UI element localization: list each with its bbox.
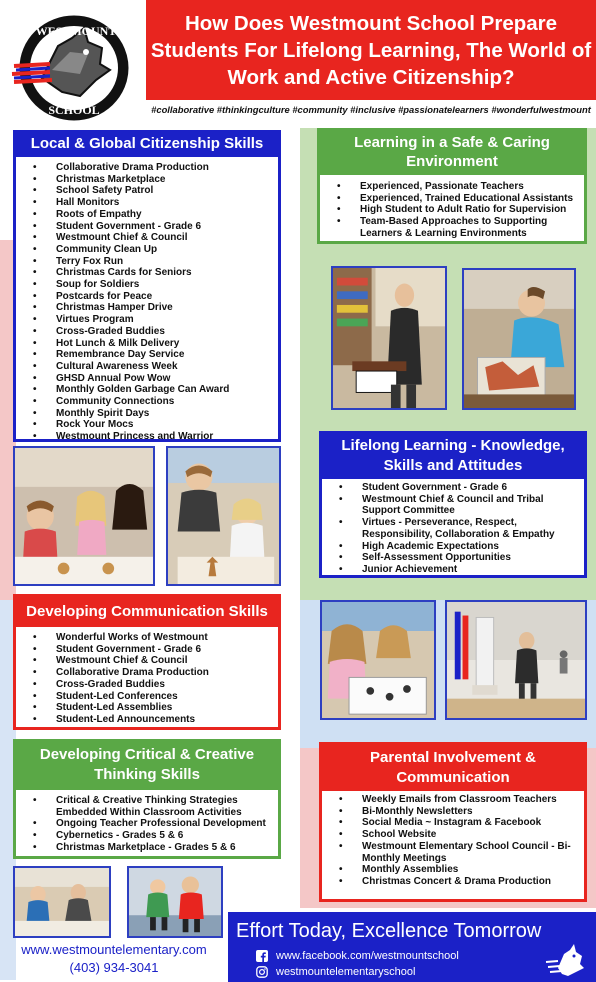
safe-environment-title: Learning in a Safe & Caring Environment	[320, 131, 584, 175]
school-logo	[10, 8, 134, 124]
list-item: • Student Government - Grade 6	[322, 482, 584, 494]
critical-thinking-title: Developing Critical & Creative Thinking Skills	[16, 742, 278, 790]
list-item: • Cultural Awareness Week	[16, 361, 278, 373]
list-item: • Remembrance Day Service	[16, 349, 278, 361]
photo-students-hallway	[127, 866, 223, 938]
facebook-link[interactable]: www.facebook.com/westmountschool	[276, 950, 459, 962]
instagram-link[interactable]: westmountelementaryschool	[276, 966, 416, 978]
list-item: • Rock Your Mocs	[16, 419, 278, 431]
list-item: • Cross-Graded Buddies	[16, 326, 278, 338]
communication-skills-list	[16, 627, 278, 726]
critical-thinking-list	[16, 790, 278, 854]
photo-student-presenting	[331, 266, 447, 410]
list-item: • Monthly Golden Garbage Can Award	[16, 384, 278, 396]
list-item: • Student-Led Announcements	[16, 714, 278, 726]
citizenship-skills-list	[16, 157, 278, 443]
list-item: • Ongoing Teacher Professional Development	[16, 818, 278, 830]
list-item: • Experienced, Passionate Teachers	[320, 181, 584, 193]
communication-skills-section	[13, 594, 281, 730]
list-item: • Postcards for Peace	[16, 291, 278, 303]
list-item: • Team-Based Approaches to Supporting Learners & Learning Environments	[320, 216, 584, 239]
list-item: • Christmas Cards for Seniors	[16, 267, 278, 279]
list-item: • Junior Achievement	[322, 564, 584, 576]
photo-student-art-activity	[462, 268, 576, 410]
list-item: • Hot Lunch & Milk Delivery	[16, 338, 278, 350]
list-item: • Community Connections	[16, 396, 278, 408]
list-item: • Monthly Spirit Days	[16, 408, 278, 420]
list-item: • Christmas Concert & Drama Production	[322, 876, 584, 888]
list-item: • Weekly Emails from Classroom Teachers	[322, 794, 584, 806]
list-item: • Self-Assessment Opportunities	[322, 552, 584, 564]
photo-students-gingerbread	[166, 446, 281, 586]
list-item: • Student Government - Grade 6	[16, 221, 278, 233]
photo-students-worksheet	[320, 600, 436, 720]
list-item: • Christmas Marketplace	[16, 174, 278, 186]
list-item: • Student-Led Conferences	[16, 691, 278, 703]
list-item: • Hall Monitors	[16, 197, 278, 209]
phone-number: (403) 934-3041	[69, 960, 159, 975]
parental-involvement-title: Parental Involvement & Communication	[322, 745, 584, 791]
website-link[interactable]: www.westmountelementary.com	[21, 942, 207, 957]
hashtags: #collaborative #thinkingculture #community #inclusive #passionatelearners #wonderfulwestmount	[151, 104, 591, 115]
lifelong-learning-section	[319, 431, 587, 578]
instagram-icon	[256, 966, 268, 978]
list-item: • School Safety Patrol	[16, 185, 278, 197]
page-title: How Does Westmount School Prepare Students For Lifelong Learning, The World of Work and Active Citizenship?	[146, 0, 596, 100]
list-item: • Monthly Assemblies	[322, 864, 584, 876]
logo-bottom-text: SCHOOL	[48, 103, 100, 117]
list-item: • Westmount Princess and Warrior	[16, 431, 278, 443]
list-item: • Critical & Creative Thinking Strategies Embedded Within Classroom Activities	[16, 795, 278, 818]
safe-environment-list	[320, 175, 584, 240]
list-item: • Wonderful Works of Westmount	[16, 632, 278, 644]
lifelong-learning-title: Lifelong Learning - Knowledge, Skills and Attitudes	[322, 434, 584, 479]
logo-top-text: WESTMOUNT	[35, 24, 117, 38]
list-item: • Westmount Chief & Council and Tribal Support Committee	[322, 494, 584, 517]
parental-involvement-section	[319, 742, 587, 902]
list-item: • Collaborative Drama Production	[16, 162, 278, 174]
citizenship-skills-section	[13, 130, 281, 442]
list-item: • High Academic Expectations	[322, 541, 584, 553]
list-item: • Virtues Program	[16, 314, 278, 326]
safe-environment-section	[317, 128, 587, 244]
citizenship-skills-title: Local & Global Citizenship Skills	[16, 133, 278, 157]
list-item: • Community Clean Up	[16, 244, 278, 256]
facebook-icon	[256, 950, 268, 962]
list-item: • Collaborative Drama Production	[16, 667, 278, 679]
list-item: • Cross-Graded Buddies	[16, 679, 278, 691]
list-item: • Cybernetics - Grades 5 & 6	[16, 830, 278, 842]
list-item: • Westmount Chief & Council	[16, 232, 278, 244]
wolf-icon	[544, 942, 586, 978]
parental-involvement-list	[322, 791, 584, 888]
list-item: • Social Media ~ Instagram & Facebook	[322, 817, 584, 829]
list-item: • Christmas Hamper Drive	[16, 302, 278, 314]
instagram-row[interactable]	[256, 966, 415, 978]
list-item: • Student Government - Grade 6	[16, 644, 278, 656]
list-item: • School Website	[322, 829, 584, 841]
list-item: • Bi-Monthly Newsletters	[322, 806, 584, 818]
list-item: • Westmount Chief & Council	[16, 655, 278, 667]
list-item: • High Student to Adult Ratio for Supervision	[320, 204, 584, 216]
critical-thinking-section	[13, 739, 281, 859]
slogan: Effort Today, Excellence Tomorrow	[236, 920, 542, 942]
photo-students-classroom	[13, 866, 111, 938]
footer-banner	[228, 912, 596, 982]
lifelong-learning-list	[322, 479, 584, 576]
list-item: • Roots of Empathy	[16, 209, 278, 221]
photo-student-gym	[445, 600, 587, 720]
facebook-row[interactable]	[256, 950, 459, 962]
list-item: • GHSD Annual Pow Wow	[16, 373, 278, 385]
communication-skills-title: Developing Communication Skills	[16, 597, 278, 627]
list-item: • Christmas Marketplace - Grades 5 & 6	[16, 842, 278, 854]
list-item: • Experienced, Trained Educational Assistants	[320, 193, 584, 205]
photo-students-cookies	[13, 446, 155, 586]
list-item: • Soup for Soldiers	[16, 279, 278, 291]
list-item: • Student-Led Assemblies	[16, 702, 278, 714]
list-item: • Terry Fox Run	[16, 256, 278, 268]
list-item: • Virtues - Perseverance, Respect, Responsibility, Collaboration & Empathy	[322, 517, 584, 540]
list-item: • Westmount Elementary School Council - Bi-Monthly Meetings	[322, 841, 584, 864]
